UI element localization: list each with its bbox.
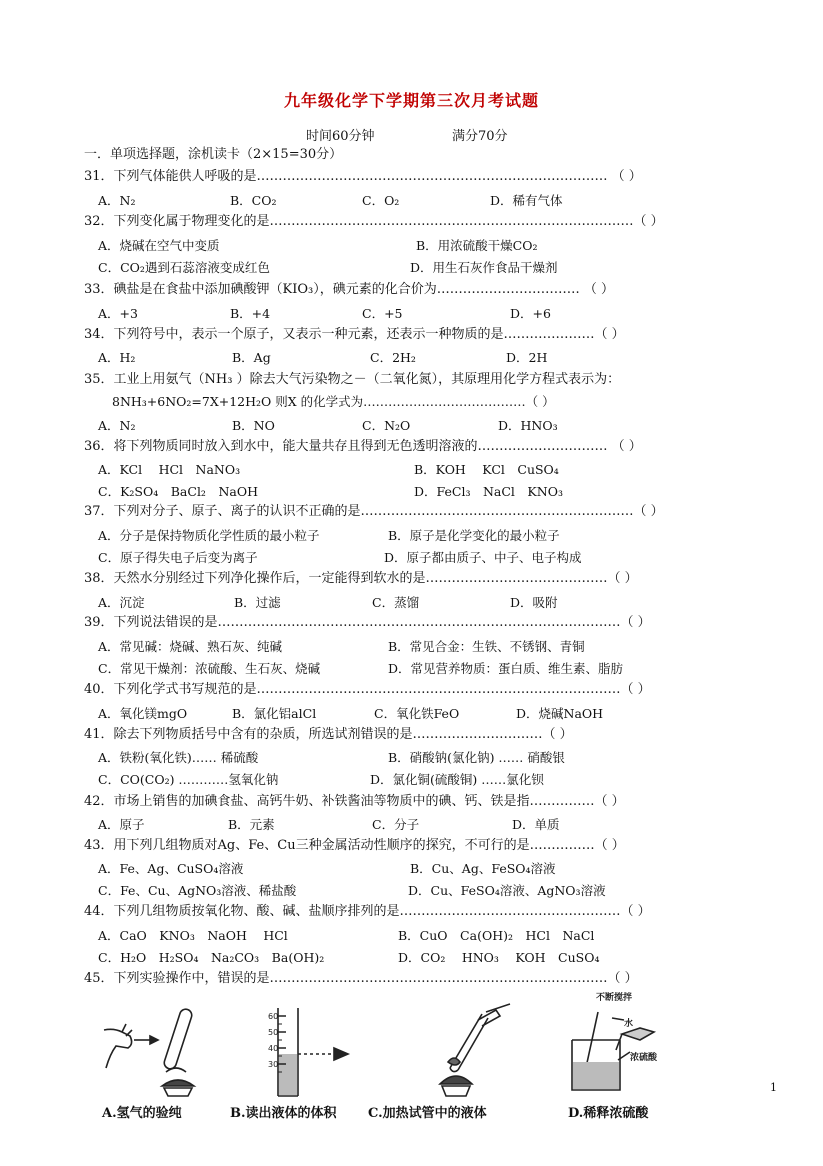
q37-option-d: D．原子都由质子、中子、电子构成	[384, 550, 582, 565]
q35-option-a: A．N₂	[98, 418, 136, 433]
figure-a-hydrogen-test	[96, 1002, 216, 1102]
question-34-stem: 34．下列符号中，表示一个原子，又表示一种元素，还表示一种物质的是…………………（ ）	[84, 327, 625, 342]
q31-option-d: D．稀有气体	[490, 193, 563, 208]
question-31-stem: 31．下列气体能供人呼吸的是……………………………………………………………………… （ ）	[84, 169, 642, 184]
q38-option-a: A．沉淀	[98, 595, 145, 610]
page-title: 九年级化学下学期第三次月考试题	[283, 91, 539, 110]
q41-option-d: D．氯化铜(硫酸铜) ……氯化钡	[370, 772, 544, 787]
q38-option-c: C．蒸馏	[372, 595, 420, 610]
figure-b-cylinder-reading	[262, 1002, 372, 1102]
q31-option-b: B．CO₂	[230, 193, 277, 208]
label-water: 水	[624, 1019, 634, 1029]
cylinder-mark-50: 50	[268, 1028, 279, 1037]
question-32-stem: 32．下列变化属于物理变化的是…………………………………………………………………………（ ）	[84, 214, 664, 229]
q37-option-b: B．原子是化学变化的最小粒子	[388, 528, 560, 543]
q43-option-c: C．Fe、Cu、AgNO₃溶液、稀盐酸	[98, 883, 297, 898]
page-number: 1	[770, 1081, 777, 1094]
label-stir: 不断搅拌	[596, 993, 633, 1003]
question-44-stem: 44．下列几组物质按氧化物、酸、碱、盐顺序排列的是……………………………………………（ ）	[84, 904, 651, 919]
q40-option-a: A．氧化镁mgO	[98, 706, 188, 721]
q42-option-c: C．分子	[372, 817, 420, 832]
q34-option-b: B．Ag	[232, 350, 271, 365]
q44-option-b: B．CuO Ca(OH)₂ HCl NaCl	[398, 928, 595, 943]
label-concentrated-acid: 浓硫酸	[630, 1053, 658, 1063]
q32-option-d: D．用生石灰作食品干燥剂	[410, 260, 558, 275]
q40-option-b: B．氯化铝alCl	[232, 706, 317, 721]
q43-option-d: D．Cu、FeSO₄溶液、AgNO₃溶液	[408, 883, 606, 898]
q36-option-a: A．KCl HCl NaNO₃	[98, 462, 241, 477]
q39-option-c: C．常见干燥剂：浓硫酸、生石灰、烧碱	[98, 661, 321, 676]
q39-option-d: D．常见营养物质：蛋白质、维生素、脂肪	[388, 661, 624, 676]
q40-option-c: C．氧化铁FeO	[374, 706, 460, 721]
figure-c-caption: C.加热试管中的液体	[368, 1106, 487, 1121]
time-note: 时间60分钟	[306, 129, 375, 144]
question-38-stem: 38．天然水分别经过下列净化操作后，一定能得到软水的是……………………………………（ ）	[84, 571, 638, 586]
q37-option-c: C．原子得失电子后变为离子	[98, 550, 258, 565]
question-39-stem: 39．下列说法错误的是…………………………………………………………………………………（ ）	[84, 615, 651, 630]
question-43-stem: 43．用下列几组物质对Ag、Fe、Cu三种金属活动性顺序的探究，不可行的是……………（ ）	[84, 838, 625, 853]
q31-option-c: C．O₂	[362, 193, 400, 208]
question-42-stem: 42．市场上销售的加碘食盐、高钙牛奶、补铁酱油等物质中的碘、钙、铁是指……………（ ）	[84, 794, 625, 809]
q39-option-a: A．常见碱：烧碱、熟石灰、纯碱	[98, 639, 283, 654]
q42-option-d: D．单质	[512, 817, 560, 832]
q40-option-d: D．烧碱NaOH	[516, 706, 604, 721]
q42-option-b: B．元素	[228, 817, 275, 832]
q37-option-a: A．分子是保持物质化学性质的最小粒子	[98, 528, 320, 543]
q35-option-d: D．HNO₃	[498, 418, 558, 433]
q43-option-a: A．Fe、Ag、CuSO₄溶液	[98, 861, 244, 876]
figure-d-caption: D.稀释浓硫酸	[568, 1106, 649, 1121]
q32-option-c: C．CO₂遇到石蕊溶液变成红色	[98, 260, 270, 275]
score-note: 满分70分	[452, 129, 508, 144]
q36-option-c: C．K₂SO₄ BaCl₂ NaOH	[98, 484, 258, 499]
cylinder-mark-60: 60	[268, 1012, 279, 1021]
q42-option-a: A．原子	[98, 817, 145, 832]
question-37-stem: 37．下列对分子、原子、离子的认识不正确的是………………………………………………………（ ）	[84, 504, 664, 519]
q33-option-c: C．+5	[362, 306, 403, 321]
cylinder-mark-40: 40	[268, 1044, 279, 1053]
q41-option-c: C．CO(CO₂) …………氢氧化钠	[98, 772, 279, 787]
question-40-stem: 40．下列化学式书写规范的是…………………………………………………………………………（ ）	[84, 682, 651, 697]
q34-option-a: A．H₂	[98, 350, 136, 365]
q41-option-a: A．铁粉(氧化铁)…… 稀硫酸	[98, 750, 259, 765]
q36-option-b: B．KOH KCl CuSO₄	[414, 462, 559, 477]
question-35-stem: 35．工业上用氨气（NH₃ ）除去大气污染物之－（二氧化氮），其原理用化学方程式表示为：	[84, 372, 621, 387]
q38-option-b: B．过滤	[234, 595, 281, 610]
figure-b-caption: B.读出液体的体积	[230, 1106, 337, 1121]
q36-option-d: D．FeCl₃ NaCl KNO₃	[414, 484, 563, 499]
question-36-stem: 36．将下列物质同时放入到水中，能大量共存且得到无色透明溶液的………………………… （ ）	[84, 439, 642, 454]
question-41-stem: 41．除去下列物质括号中含有的杂质，所选试剂错误的是…………………………（ ）	[84, 727, 573, 742]
figure-a-caption: A.氢气的验纯	[102, 1106, 182, 1121]
q39-option-b: B．常见合金：生铁、不锈钢、青铜	[388, 639, 585, 654]
q32-option-a: A．烧碱在空气中变质	[98, 238, 220, 253]
q44-option-a: A．CaO KNO₃ NaOH HCl	[98, 928, 288, 943]
q33-option-b: B．+4	[230, 306, 271, 321]
q33-option-d: D．+6	[510, 306, 551, 321]
q43-option-b: B．Cu、Ag、FeSO₄溶液	[410, 861, 556, 876]
cylinder-mark-30: 30	[268, 1060, 279, 1069]
q44-option-c: C．H₂O H₂SO₄ Na₂CO₃ Ba(OH)₂	[98, 950, 325, 965]
q34-option-d: D．2H	[506, 350, 548, 365]
section-title: 一．单项选择题，涂机读卡（2×15=30分）	[84, 147, 343, 162]
q41-option-b: B．硝酸钠(氯化钠) …… 硝酸银	[388, 750, 565, 765]
q33-option-a: A．+3	[98, 306, 138, 321]
q34-option-c: C．2H₂	[370, 350, 416, 365]
q31-option-a: A．N₂	[98, 193, 136, 208]
q44-option-d: D．CO₂ HNO₃ KOH CuSO₄	[398, 950, 600, 965]
q35-option-b: B．NO	[232, 418, 275, 433]
question-45-stem: 45．下列实验操作中，错误的是……………………………………………………………………（ ）	[84, 971, 638, 986]
q35-option-c: C．N₂O	[362, 418, 411, 433]
figure-d-dilute-acid	[560, 990, 680, 1100]
q38-option-d: D．吸附	[510, 595, 558, 610]
q32-option-b: B．用浓硫酸干燥CO₂	[416, 238, 538, 253]
figure-c-heating-test-tube	[420, 1002, 530, 1102]
question-33-stem: 33．碘盐是在食盐中添加碘酸钾（KIO₃），碘元素的化合价为…………………………… （ ）	[84, 282, 615, 297]
question-35-equation: 8NH₃+6NO₂=7X+12H₂O 则X 的化学式为…………………………………（ ）	[112, 394, 555, 409]
